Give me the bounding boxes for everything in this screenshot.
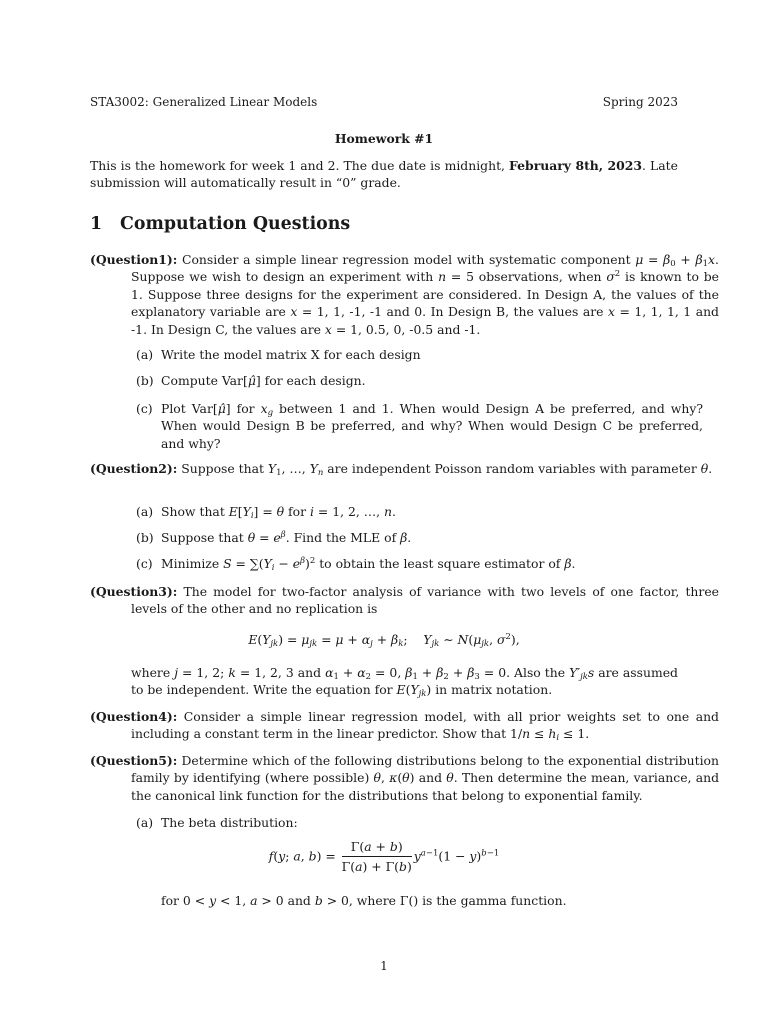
question-2-part-b: (b) Suppose that $\theta = e^\beta$. Find the MLE of β. — [136, 530, 412, 545]
beta-domain-note: for 0 < y < 1, a > 0 and b > 0, where Γ() is the gamma function. — [161, 893, 567, 908]
question-2: (Question2): Suppose that $Y_1$, …, $Y_n$ are independent Poisson random variables with parameter θ. — [90, 461, 713, 478]
section-heading — [90, 213, 350, 235]
homework-title: Homework #1 — [334, 131, 434, 146]
term-label: Spring 2023 — [602, 95, 678, 109]
page-number: 1 — [380, 959, 388, 973]
question-2-part-a: (a) Show that $E[Y_i] = \theta$ for i = 1, 2, …, n. — [136, 504, 396, 521]
beta-density-equation: f(y; a, b) = $\frac{\Gamma(a + b)}{\Gamma(a) + \Gamma(b)}$ $y^{a-1}(1 - y)^{b-1}$ — [268, 839, 500, 875]
question-3: (Question3): The model for two-factor analysis of variance with two levels of one factor, three levels of the other and no replication is — [90, 584, 719, 617]
question-3-label: (Question3): — [90, 584, 178, 599]
question-5-label: (Question5): — [90, 753, 178, 768]
question-1-label: (Question1): — [90, 252, 178, 267]
section-number: 1 — [90, 214, 103, 234]
beta-fraction: $\frac{\Gamma(a + b)}{\Gamma(a) + \Gamma(b)}$ — [341, 839, 412, 875]
question-1: (Question1): Consider a simple linear regression model with systematic component $\mu = \beta_0 + \beta_1x$. Suppose we wish to design an experiment with n = 5 observations, when $\sigma^2$ is known to be 1. Suppose three designs for the experiment are considered. In Design A, the values of the explanatory variable are x = 1, 1, -1, -1 and 0. In Design B, the values are x = 1, 1, 1, 1 and -1. In Design C, the values are x = 1, 0.5, 0, -0.5 and -1. — [90, 252, 719, 337]
question-1-part-b: (b) Compute Var[μ̂] for each design. — [136, 373, 366, 388]
question-4-label: (Question4): — [90, 709, 178, 724]
question-1-part-c: (c) Plot Var[μ̂] for $x_g$ between 1 and 1. When would Design A be preferred, and why? When would Design B be preferred, and why? When would Design C be preferred, and why? — [136, 401, 703, 451]
question-2-label: (Question2): — [90, 461, 178, 476]
question-5: (Question5): Determine which of the following distributions belong to the exponential distribution family by identifying (where possible) θ, κ(θ) and θ. Then determine the mean, variance, and the canonical link function for the distributions that belong to exponential family. — [90, 753, 719, 803]
question-4: (Question4): Consider a simple linear regression model, with all prior weights set to one and including a constant term in the linear predictor. Show that $1/n \le h_i \le 1$. — [90, 709, 719, 744]
question-2-part-c: (c) Minimize $S = \sum(Y_i - e^\beta)^2$ to obtain the least square estimator of β. — [136, 556, 576, 573]
due-date: February 8th, 2023 — [509, 158, 643, 173]
course-title: STA3002: Generalized Linear Models — [90, 95, 318, 109]
question-3-equation: $E(Y_{jk}) = \mu_{jk} = \mu + \alpha_j + \beta_k$; $Y_{jk}$ ∼ $N(\mu_{jk}$, $\sigma^2$), — [248, 632, 520, 649]
question-1-part-a: (a) Write the model matrix X for each design — [136, 347, 421, 362]
question-5-part-a: (a) The beta distribution: — [136, 815, 298, 830]
intro-text-after: . Late submission will automatically result in “0” grade. — [90, 158, 678, 191]
intro-text-before: This is the homework for week 1 and 2. The due date is midnight, — [90, 158, 510, 173]
question-3-continuation: where j = 1, 2; k = 1, 2, 3 and $\alpha_1 + \alpha_2 = 0$, $\beta_1 + \beta_2 + \beta_3 = 0$. Also the $Y'_{jk}s$ are assumed to be independent. Write the equation for $E(Y_{jk})$ in matrix notation. — [131, 665, 678, 700]
section-title: Computation Questions — [120, 214, 351, 234]
intro-paragraph — [90, 157, 678, 192]
